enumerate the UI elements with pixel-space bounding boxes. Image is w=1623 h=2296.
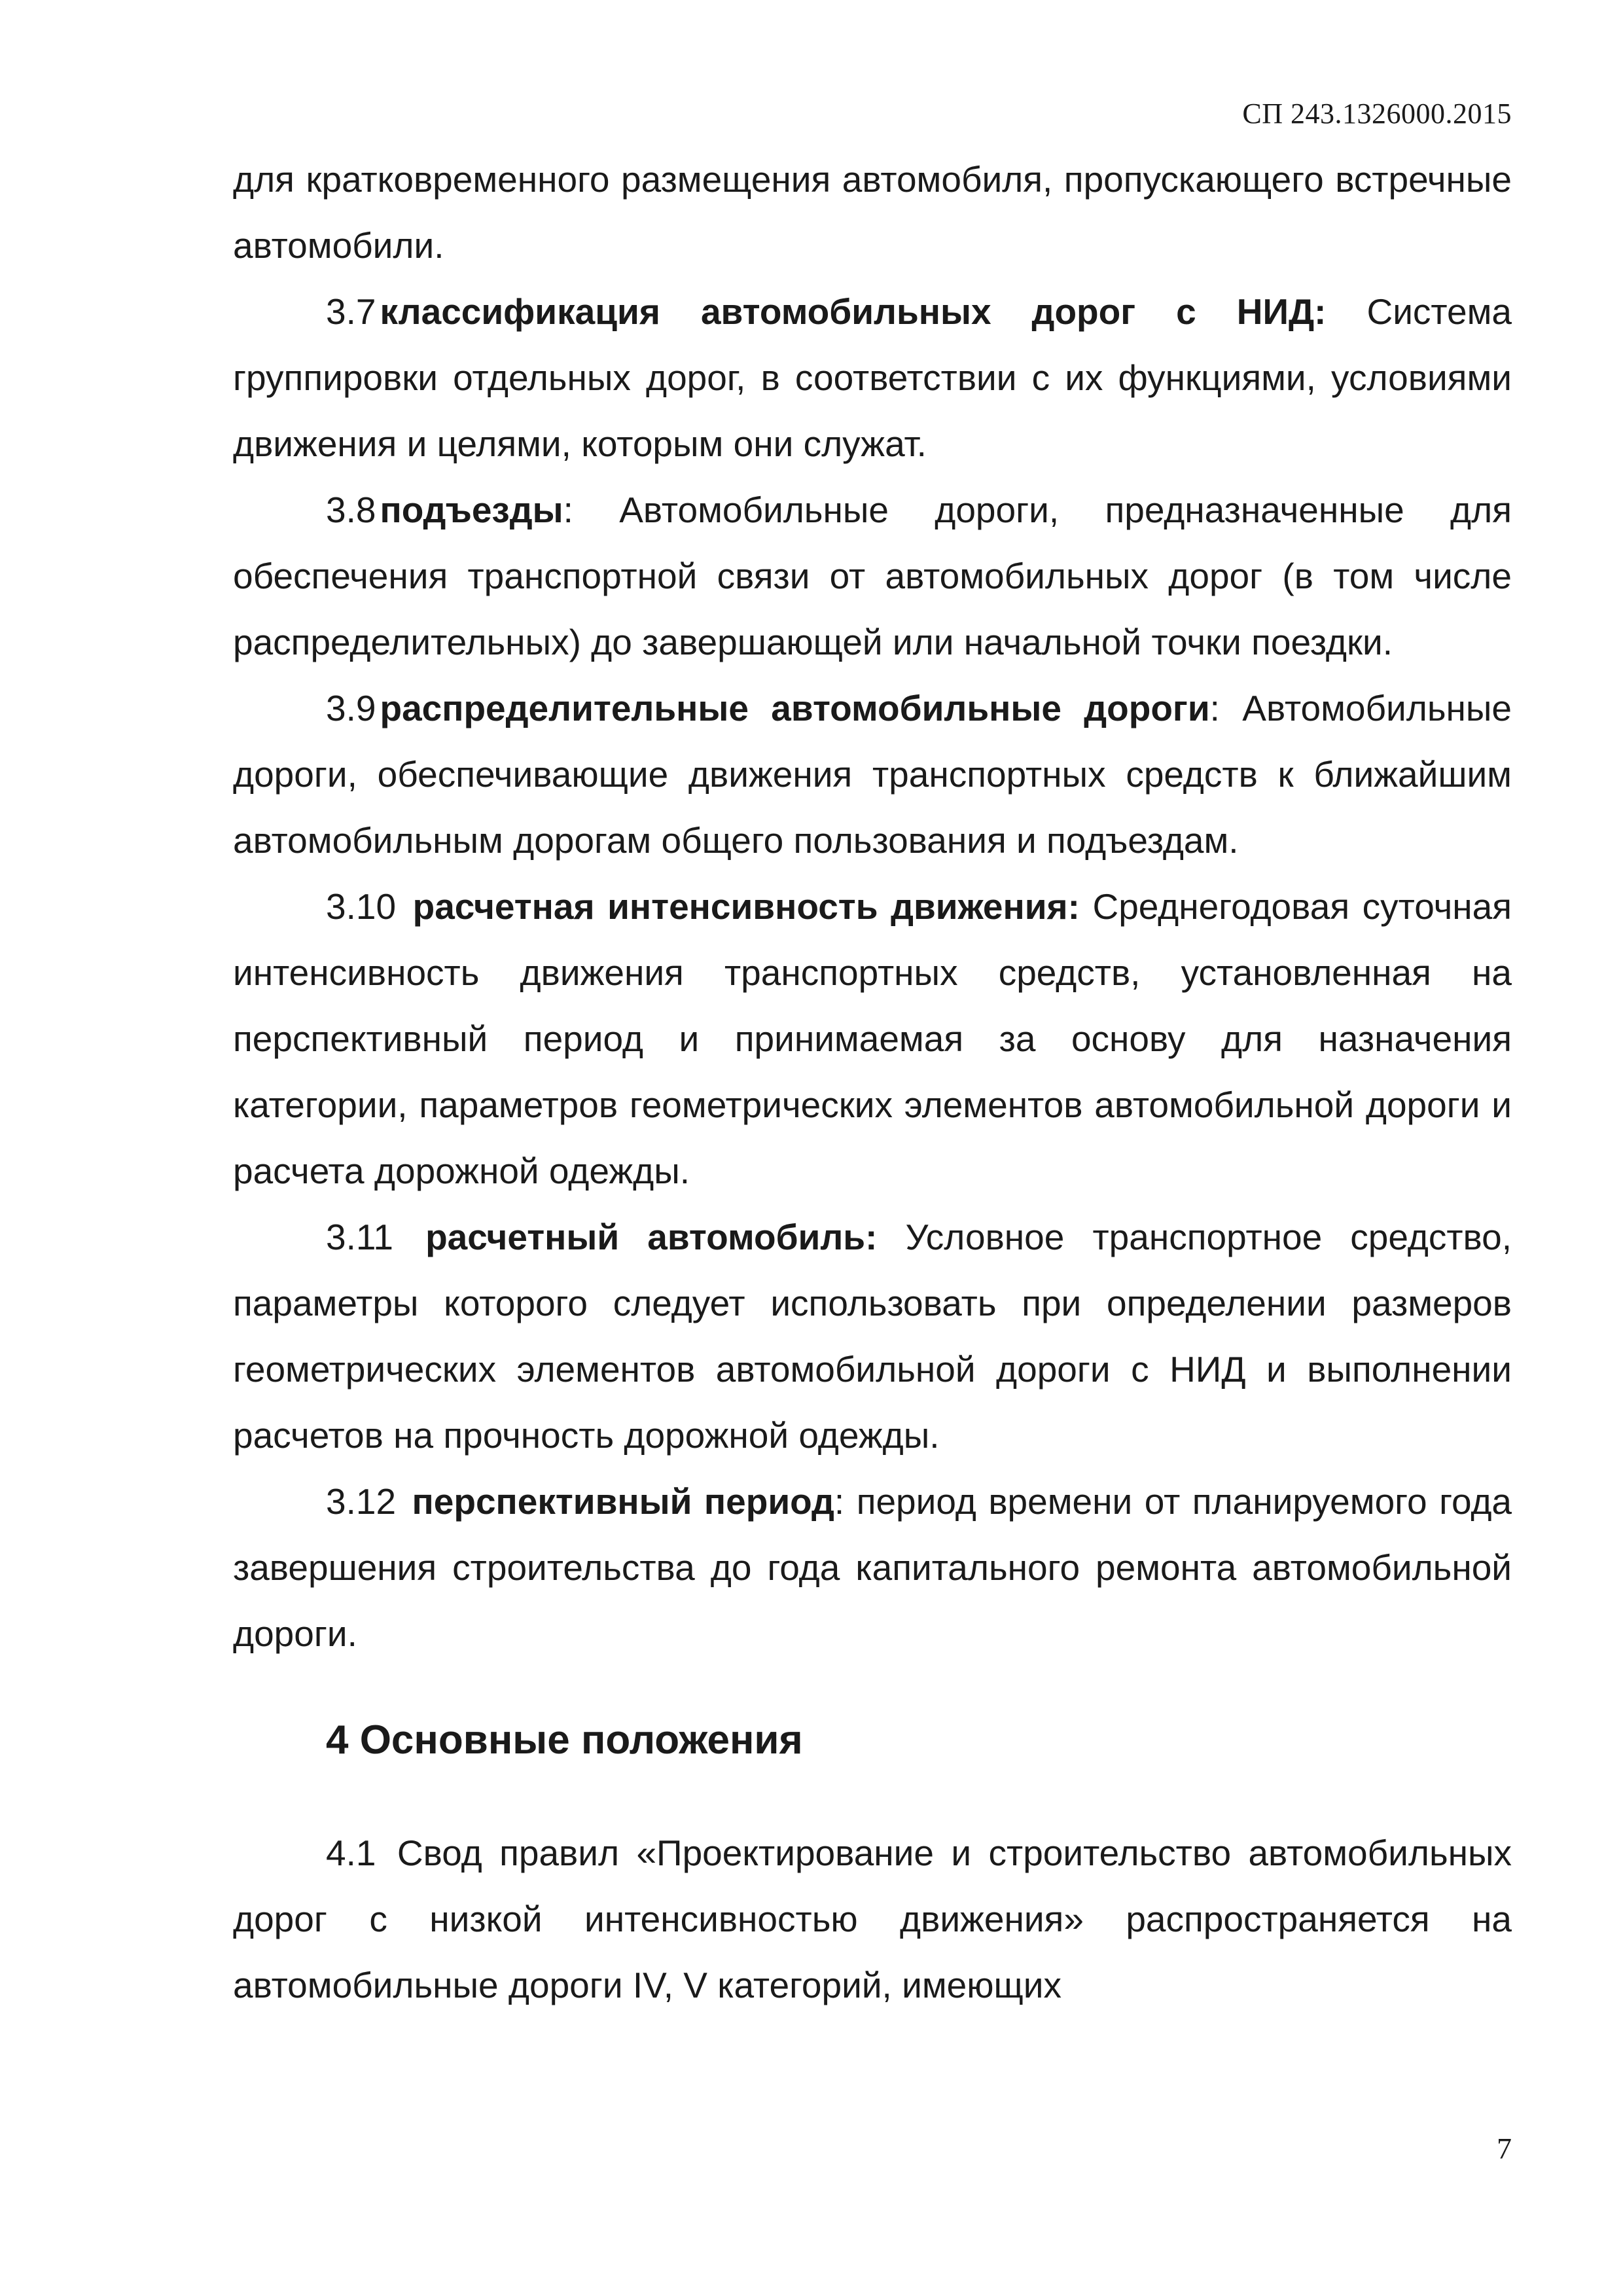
clause-number: 3.12 bbox=[326, 1481, 397, 1522]
term: перспективный период bbox=[412, 1481, 834, 1522]
definition-3-11 bbox=[233, 1204, 1512, 1469]
term: распределительные автомобильные дороги bbox=[380, 688, 1210, 728]
term: расчетная интенсивность движения: bbox=[412, 886, 1080, 927]
definition-3-8 bbox=[233, 477, 1512, 675]
clause-number: 3.7 bbox=[326, 291, 376, 332]
definition-3-9 bbox=[233, 675, 1512, 874]
term: расчетный автомобиль: bbox=[425, 1217, 878, 1257]
definition-text: : Автомобильные дороги, обеспечивающие движения транспортных средств к ближайшим автомобильным дорогам общего пользования и подъездам. bbox=[233, 688, 1512, 861]
definition-3-10 bbox=[233, 874, 1512, 1204]
definition-text: Система группировки отдельных дорог, в соответствии с их функциями, условиями движения и целями, которым они служат. bbox=[233, 291, 1512, 464]
document-body bbox=[233, 147, 1512, 2018]
clause-text: Свод правил «Проектирование и строительство автомобильных дорог с низкой интенсивностью движения» распространяется на автомобильные дороги IV, V категорий, имеющих bbox=[233, 1833, 1512, 2005]
clause-4-1 bbox=[233, 1820, 1512, 2018]
clause-number: 3.8 bbox=[326, 490, 376, 530]
term: классификация автомобильных дорог с НИД: bbox=[380, 291, 1327, 332]
clause-number: 3.9 bbox=[326, 688, 376, 728]
continuation-paragraph: для кратковременного размещения автомобиля, пропускающего встречные автомобили. bbox=[233, 159, 1512, 266]
definition-text: Среднегодовая суточная интенсивность движения транспортных средств, установленная на перспективный период и принимаемая за основу для назначения категории, параметров геометрических элементов автомобильной дороги и расчета дорожной одежды. bbox=[233, 886, 1512, 1191]
section-heading: 4 Основные положения bbox=[326, 1717, 803, 1763]
definition-text: : Автомобильные дороги, предназначенные для обеспечения транспортной связи от автомобильных дорог (в том числе распределительных) до завершающей или начальной точки поездки. bbox=[233, 490, 1512, 662]
definition-text: Условное транспортное средство, параметры которого следует использовать при определении размеров геометрических элементов автомобильной дороги с НИД и выполнении расчетов на прочность дорожной одежды. bbox=[233, 1217, 1512, 1456]
clause-number: 4.1 bbox=[326, 1833, 376, 1873]
definition-3-7 bbox=[233, 279, 1512, 477]
definition-3-12 bbox=[233, 1469, 1512, 1667]
term: подъезды bbox=[380, 490, 563, 530]
document-code: СП 243.1326000.2015 bbox=[1242, 98, 1512, 130]
definition-text: : период времени от планируемого года завершения строительства до года капитального ремонта автомобильной дороги. bbox=[233, 1481, 1512, 1654]
page-number: 7 bbox=[1497, 2132, 1512, 2165]
clause-number: 3.10 bbox=[326, 886, 397, 927]
clause-number: 3.11 bbox=[326, 1217, 393, 1257]
